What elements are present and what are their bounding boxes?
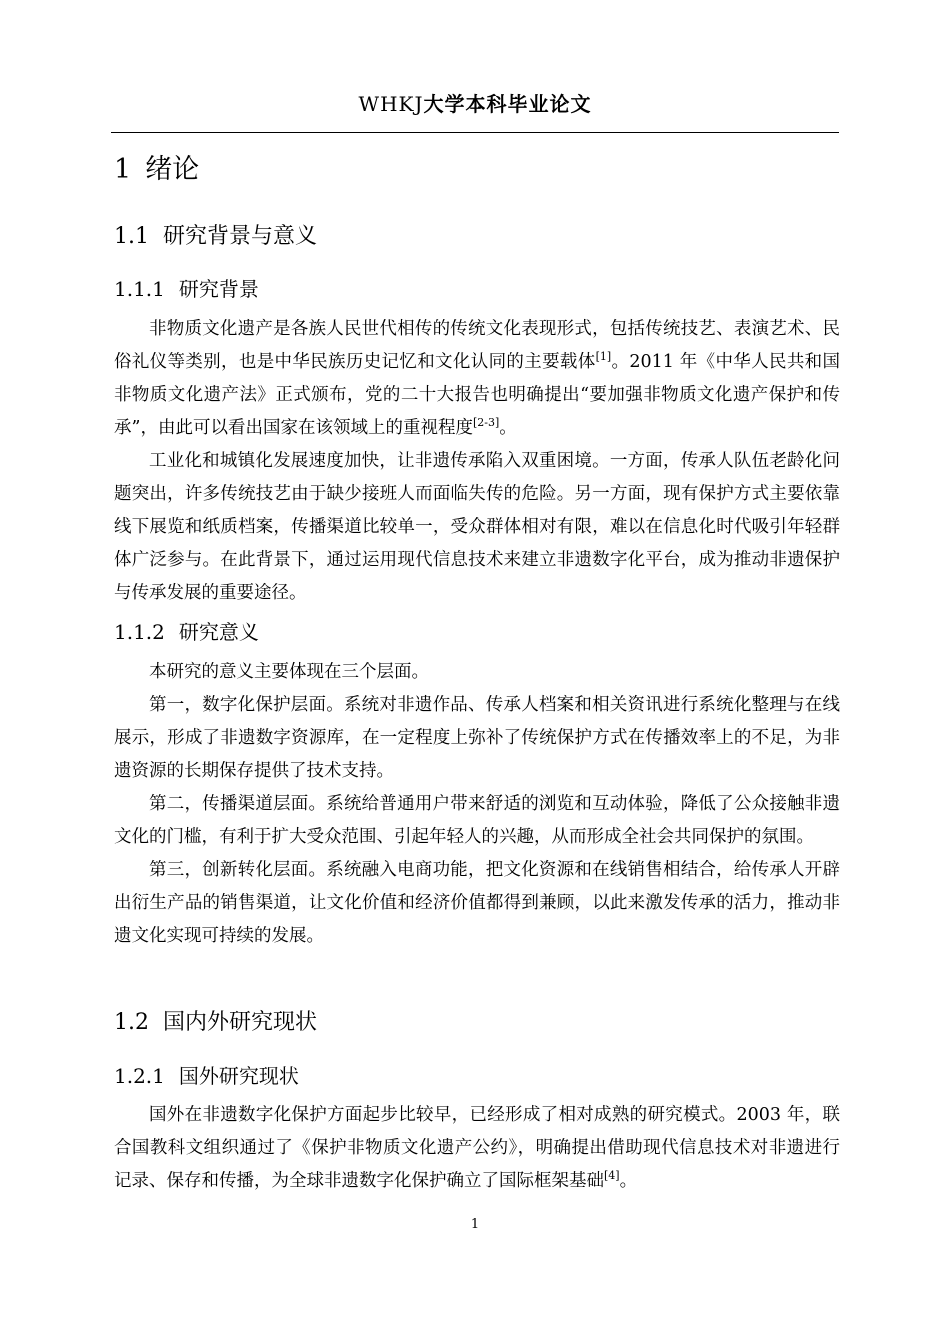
section-number: 1.1 [114,224,149,249]
section-heading-1-2 [114,1007,317,1039]
subsection-number: 1.1.2 [114,620,165,644]
subsection-heading-1-2-1 [114,1061,299,1091]
paragraph: 第一，数字化保护层面。系统对非遗作品、传承人档案和相关资讯进行系统化整理与在线展示，形成了非遗数字资源库，在一定程度上弥补了传统保护方式在传播效率上的不足，为非遗资源的长期保存提供了技术支持。 [114,695,840,781]
chapter-heading [114,150,199,190]
paragraph [114,1099,840,1198]
paragraph-text: 非物质文化遗产是各族人民世代相传的传统文化表现形式，包括传统技艺、表演艺术、民俗礼仪等类别，也是中华民族历史记忆和文化认同的主要载体 [114,319,840,372]
subsection-number: 1.1.1 [114,277,165,301]
header-prefix: WHKJ [358,92,424,116]
paragraph-text: 。 [619,1171,638,1191]
section-heading-1-1 [114,221,317,253]
paragraph-text: 。 [499,418,517,438]
paragraph: 本研究的意义主要体现在三个层面。 [149,662,429,682]
body-block-foreign-research [114,1099,840,1198]
header-title: 大学本科毕业论文 [423,92,592,116]
page-number: 1 [470,1217,480,1232]
section-number: 1.2 [114,1010,149,1035]
header-rule [111,132,839,133]
section-title: 国内外研究现状 [163,1010,318,1035]
subsection-title: 研究背景 [178,277,259,301]
subsection-title: 国外研究现状 [178,1064,299,1088]
paragraph: 第三，创新转化层面。系统融入电商功能，把文化资源和在线销售相结合，给传承人开辟出衍生产品的销售渠道，让文化价值和经济价值都得到兼顾，以此来激发传承的活力，推动非遗文化实现可持续的发展。 [114,860,840,946]
chapter-title: 绪论 [145,154,200,185]
subsection-heading-1-1-2 [114,617,259,647]
paragraph: 工业化和城镇化发展速度加快，让非遗传承陷入双重困境。一方面，传承人队伍老龄化问题突出，许多传统技艺由于缺少接班人而面临失传的危险。另一方面，现有保护方式主要依靠线下展览和纸质档案，传播渠道比较单一，受众群体相对有限，难以在信息化时代吸引年轻群体广泛参与。在此背景下，通过运用现代信息技术来建立非遗数字化平台，成为推动非遗保护与传承发展的重要途径。 [114,451,840,603]
subsection-title: 研究意义 [178,620,259,644]
paragraph: 第二，传播渠道层面。系统给普通用户带来舒适的浏览和互动体验，降低了公众接触非遗文化的门槛，有利于扩大受众范围、引起年轻人的兴趣，从而形成全社会共同保护的氛围。 [114,794,840,847]
paragraph-text: 。2011 年《中华人民共和国非物质文化遗产法》正式颁布，党的二十大报告也明确提出“要加强非物质文化遗产保护和传承”，由此可以看出国家在该领域上的重视程度 [114,352,840,438]
body-block-background [114,313,840,610]
paragraph-text: 国外在非遗数字化保护方面起步比较早，已经形成了相对成熟的研究模式。2003 年，联合国教科文组织通过了《保护非物质文化遗产公约》，明确提出借助现代信息技术对非遗进行记录、保存和传播，为全球非遗数字化保护确立了国际框架基础 [114,1105,840,1191]
paragraph [114,313,840,445]
chapter-number: 1 [114,154,132,185]
running-header [111,90,839,118]
body-block-significance [114,656,840,953]
citation: [2-3] [472,416,500,429]
subsection-number: 1.2.1 [114,1064,165,1088]
citation: [4] [604,1169,620,1182]
citation: [1] [595,350,612,363]
section-title: 研究背景与意义 [163,224,318,249]
subsection-heading-1-1-1 [114,274,259,304]
